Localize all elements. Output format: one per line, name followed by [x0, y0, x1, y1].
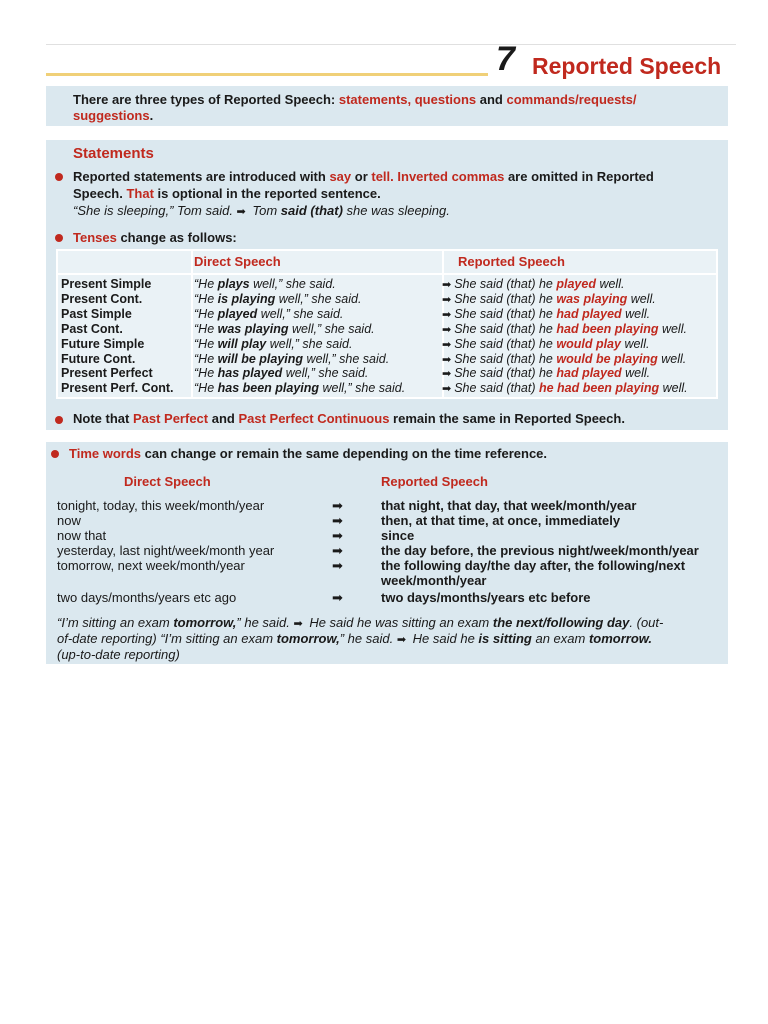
- arrow-right-icon: ➡: [442, 279, 452, 291]
- tense-name: Present Simple: [61, 277, 152, 291]
- statements-example: “She is sleeping,” Tom said. ➡ Tom said (that) she was sleeping.: [73, 203, 450, 218]
- time-reported: two days/months/years etc before: [381, 590, 591, 605]
- arrow-right-icon: ➡: [332, 590, 343, 605]
- direct-example: “He will be playing well,” she said.: [194, 351, 390, 366]
- reported-example: ➡ She said (that) he had been playing well.: [442, 381, 688, 396]
- bullet-icon: [55, 234, 63, 242]
- time-direct: tonight, today, this week/month/year: [57, 498, 265, 513]
- time-reported-cont: week/month/year: [381, 573, 487, 588]
- tense-name: Future Cont.: [61, 351, 136, 366]
- time-example-line2: of-date reporting) “I’m sitting an exam tomorrow,” he said. ➡ He said he is sitting an exam tomorrow.: [57, 631, 653, 646]
- time-reported: the following day/the day after, the following/next: [381, 558, 686, 573]
- time-header-direct: Direct Speech: [124, 474, 211, 489]
- chapter-number: 7: [496, 40, 515, 78]
- table-header-direct: Direct Speech: [194, 254, 281, 269]
- time-direct: two days/months/years etc ago: [57, 590, 237, 605]
- bullet-icon: [55, 173, 63, 181]
- table-header-rule: [58, 273, 716, 275]
- tense-name: Past Cont.: [61, 321, 123, 336]
- time-example-line3: (up-to-date reporting): [57, 647, 180, 662]
- intro-line-2: suggestions.: [73, 108, 154, 123]
- reported-example: ➡ She said (that) he had been playing well.: [442, 321, 687, 336]
- arrow-right-icon: ➡: [396, 634, 407, 646]
- arrow-right-icon: ➡: [442, 368, 452, 381]
- time-header-reported: Reported Speech: [381, 474, 488, 489]
- tense-name: Past Simple: [61, 306, 132, 321]
- statements-p1-line2: Speech. That is optional in the reported sentence.: [73, 186, 381, 201]
- direct-example: “He was playing well,” she said.: [194, 321, 375, 336]
- direct-example: “He will play well,” she said.: [194, 336, 353, 351]
- arrow-right-icon: ➡: [332, 498, 343, 513]
- time-direct: now: [57, 513, 81, 528]
- arrow-right-icon: ➡: [332, 513, 343, 528]
- direct-example: “He is playing well,” she said.: [194, 291, 362, 306]
- time-reported: then, at that time, at once, immediately: [381, 513, 621, 528]
- time-direct: yesterday, last night/week/month year: [57, 543, 275, 558]
- arrow-right-icon: ➡: [293, 618, 303, 630]
- time-reported: the day before, the previous night/week/month/year: [381, 543, 699, 558]
- direct-example: “He has been playing well,” she said.: [194, 381, 406, 396]
- time-example-line1: “I’m sitting an exam tomorrow,” he said. ➡ He said he was sitting an exam the next/following day. (out-: [57, 615, 664, 630]
- reported-example: ➡ She said (that) he would be playing well.: [442, 351, 687, 366]
- time-reported: since: [381, 528, 415, 543]
- arrow-right-icon: ➡: [442, 293, 452, 306]
- time-words-lead: Time words can change or remain the same depending on the time reference.: [69, 446, 548, 461]
- statements-heading: Statements: [73, 145, 154, 162]
- arrow-right-icon: ➡: [332, 528, 343, 543]
- top-divider: [46, 44, 736, 45]
- arrow-right-icon: ➡: [332, 558, 343, 573]
- arrow-right-icon: ➡: [236, 206, 246, 218]
- tense-name: Future Simple: [61, 336, 145, 351]
- arrow-right-icon: ➡: [442, 383, 452, 396]
- time-direct: now that: [57, 528, 107, 543]
- arrow-right-icon: ➡: [442, 338, 452, 351]
- reported-example: ➡ She said (that) he had played well.: [442, 306, 651, 321]
- tenses-intro: Tenses change as follows:: [73, 230, 237, 245]
- arrow-right-icon: ➡: [332, 543, 343, 558]
- time-reported: that night, that day, that week/month/year: [381, 498, 637, 513]
- arrow-right-icon: ➡: [442, 323, 452, 336]
- intro-line-1: There are three types of Reported Speech: statements, questions and commands/requests/: [73, 92, 637, 107]
- tense-name: Present Perfect: [61, 366, 153, 381]
- reported-example: ➡ She said (that) he had played well.: [442, 366, 651, 381]
- reported-example: ➡ She said (that) he would play well.: [442, 336, 650, 351]
- statements-p1-line1: Reported statements are introduced with say or tell. Inverted commas are omitted in Reported: [73, 169, 654, 184]
- direct-example: “He played well,” she said.: [194, 306, 344, 321]
- time-direct: tomorrow, next week/month/year: [57, 558, 245, 573]
- tense-name: Present Cont.: [61, 291, 143, 306]
- table-header-reported: Reported Speech: [458, 254, 565, 269]
- bullet-icon: [51, 450, 59, 458]
- arrow-right-icon: ➡: [442, 353, 452, 366]
- direct-example: “He plays well,” she said.: [194, 277, 336, 291]
- reported-example: ➡ She said (that) he was playing well.: [442, 291, 656, 306]
- tense-name: Present Perf. Cont.: [61, 381, 174, 396]
- arrow-right-icon: ➡: [442, 308, 452, 321]
- title-rule: [46, 73, 488, 76]
- note-text: Note that Past Perfect and Past Perfect Continuous remain the same in Reported Speech.: [73, 411, 625, 426]
- chapter-title: Reported Speech: [532, 53, 722, 79]
- reported-example: ➡ She said (that) he played well.: [442, 277, 625, 291]
- bullet-icon: [55, 416, 63, 424]
- direct-example: “He has played well,” she said.: [194, 366, 369, 381]
